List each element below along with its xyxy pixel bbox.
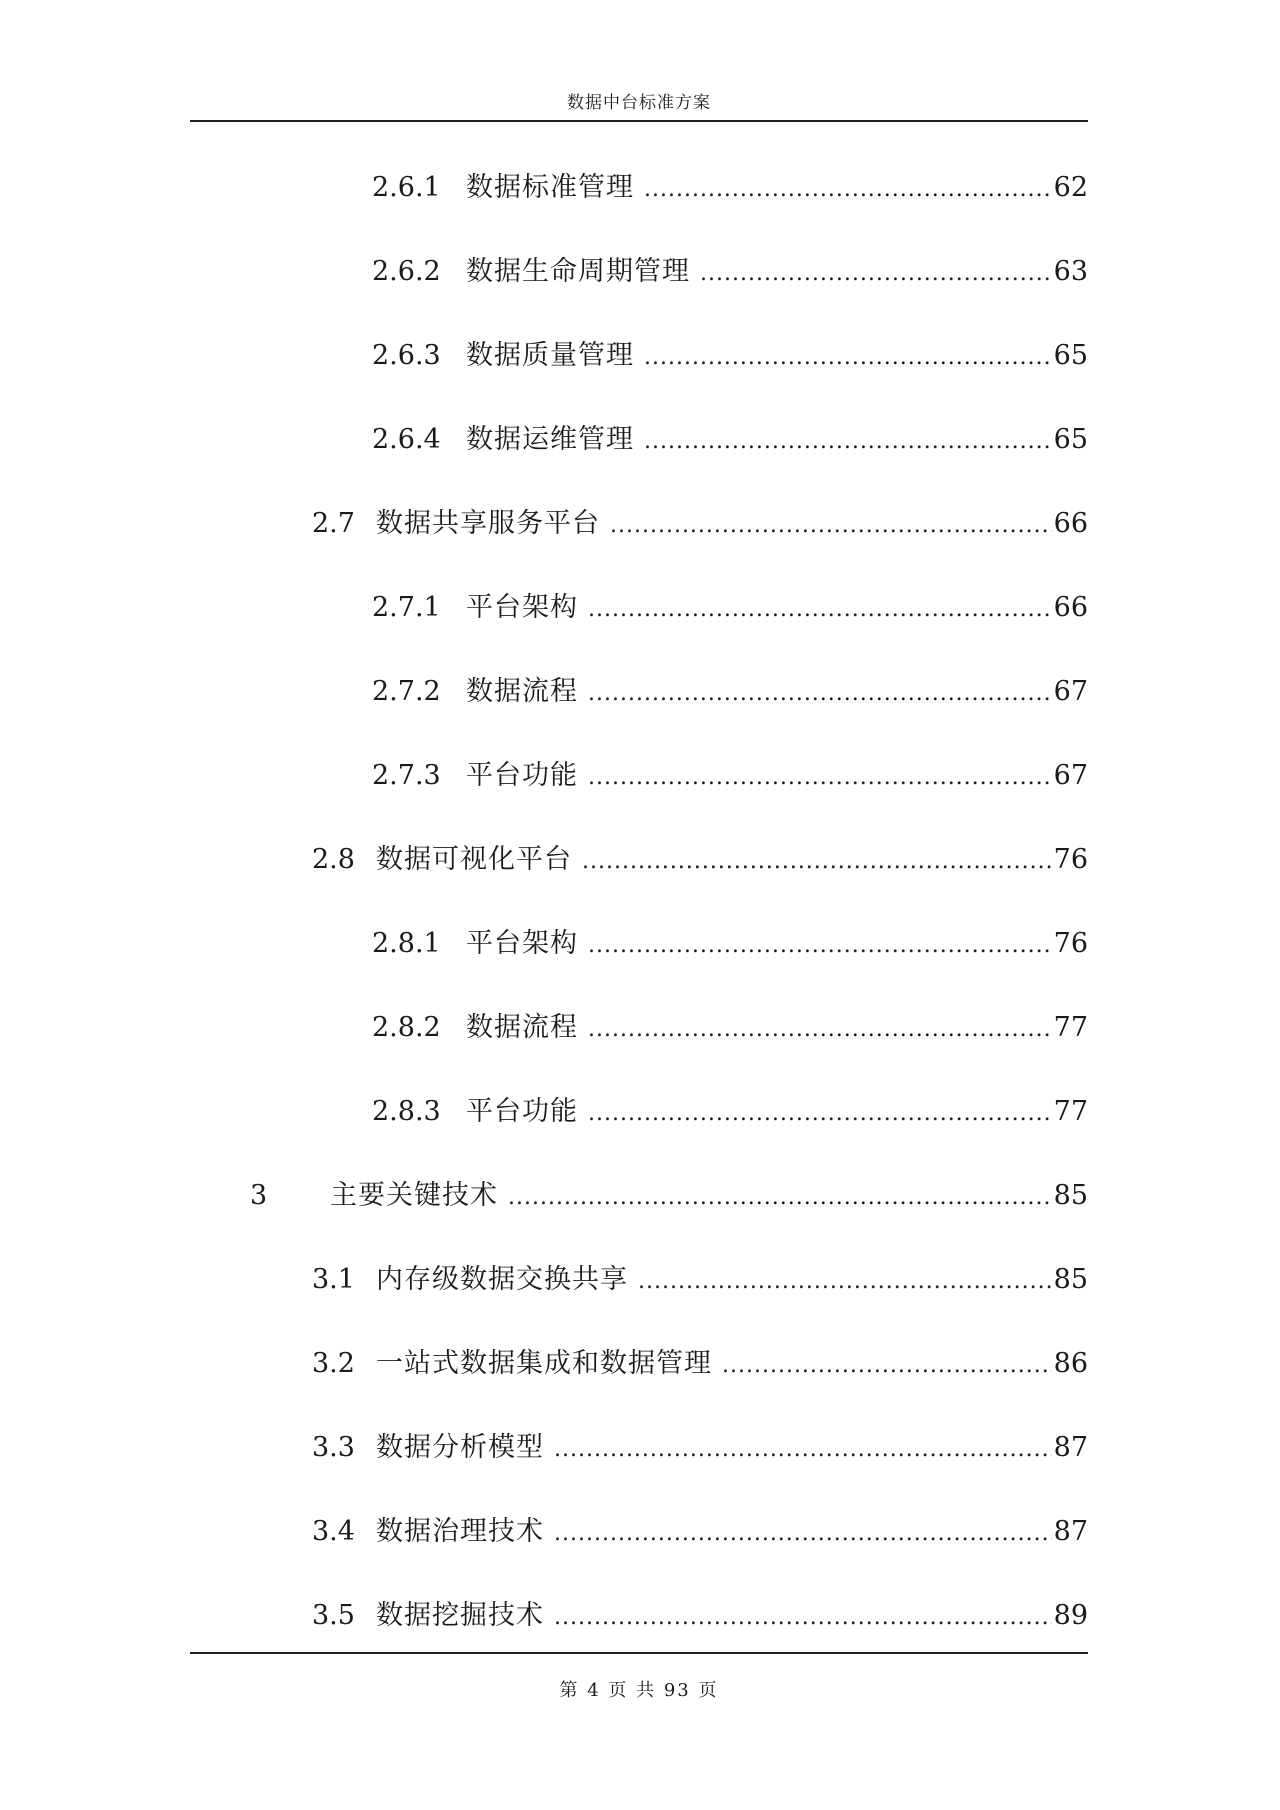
toc-dot-leader bbox=[588, 674, 1052, 714]
toc-entry-title: 内存级数据交换共享 bbox=[376, 1264, 628, 1295]
toc-entry-number: 2.8 bbox=[312, 844, 355, 875]
toc-dot-leader bbox=[554, 1598, 1052, 1638]
toc-entry-number: 3.1 bbox=[312, 1264, 355, 1295]
toc-entry-title: 数据运维管理 bbox=[466, 424, 634, 455]
toc-entry-page: 76 bbox=[1053, 844, 1088, 875]
toc-entry[interactable] bbox=[312, 504, 1088, 544]
toc-entry-title: 主要关键技术 bbox=[330, 1180, 498, 1211]
toc-entry-title: 数据挖掘技术 bbox=[376, 1600, 544, 1631]
toc-entry[interactable] bbox=[372, 168, 1088, 208]
toc-entry-title: 数据可视化平台 bbox=[376, 844, 572, 875]
toc-entry-page: 67 bbox=[1053, 676, 1088, 707]
document-title: 数据中台标准方案 bbox=[567, 93, 711, 113]
toc-entry[interactable] bbox=[372, 1008, 1088, 1048]
toc-entry-number: 2.8.1 bbox=[372, 928, 441, 959]
toc-dot-leader bbox=[644, 338, 1052, 378]
toc-dot-leader bbox=[588, 1094, 1052, 1134]
toc-dot-leader bbox=[588, 758, 1052, 798]
toc-dot-leader bbox=[588, 590, 1052, 630]
toc-entry-title: 数据流程 bbox=[466, 1012, 578, 1043]
toc-dot-leader bbox=[644, 170, 1052, 210]
toc-entry-number: 2.7.3 bbox=[372, 760, 441, 791]
toc-entry-title: 数据治理技术 bbox=[376, 1516, 544, 1547]
toc-dot-leader bbox=[638, 1262, 1052, 1302]
toc-entry-title: 数据标准管理 bbox=[466, 172, 634, 203]
toc-dot-leader bbox=[554, 1514, 1052, 1554]
toc-entry-page: 66 bbox=[1053, 592, 1088, 623]
toc-entry[interactable] bbox=[372, 672, 1088, 712]
toc-entry-number: 2.7.2 bbox=[372, 676, 441, 707]
toc-entry[interactable] bbox=[372, 924, 1088, 964]
toc-dot-leader bbox=[588, 1010, 1052, 1050]
toc-entry[interactable] bbox=[250, 1176, 1088, 1216]
toc-dot-leader bbox=[582, 842, 1052, 882]
toc-entry-number: 3 bbox=[250, 1180, 268, 1211]
toc-entry-page: 85 bbox=[1053, 1180, 1088, 1211]
toc-entry-title: 数据流程 bbox=[466, 676, 578, 707]
toc-entry-page: 67 bbox=[1053, 760, 1088, 791]
toc-entry-title: 数据质量管理 bbox=[466, 340, 634, 371]
toc-entry-number: 2.6.1 bbox=[372, 172, 441, 203]
toc-entry-number: 2.7.1 bbox=[372, 592, 441, 623]
toc-entry[interactable] bbox=[312, 1596, 1088, 1636]
toc-entry-title: 平台功能 bbox=[466, 760, 578, 791]
toc-entry-page: 87 bbox=[1053, 1432, 1088, 1463]
toc-entry-number: 2.6.4 bbox=[372, 424, 441, 455]
toc-entry-page: 85 bbox=[1053, 1264, 1088, 1295]
page-footer bbox=[190, 1652, 1088, 1702]
toc-entry-number: 2.6.2 bbox=[372, 256, 441, 287]
toc-entry[interactable] bbox=[312, 1260, 1088, 1300]
toc-entry-number: 3.2 bbox=[312, 1348, 355, 1379]
toc-entry-page: 76 bbox=[1053, 928, 1088, 959]
toc-entry[interactable] bbox=[372, 252, 1088, 292]
page-number: 第 4 页 共 93 页 bbox=[559, 1680, 719, 1701]
toc-entry-number: 3.3 bbox=[312, 1432, 355, 1463]
toc-entry-title: 平台架构 bbox=[466, 592, 578, 623]
toc-entry-page: 66 bbox=[1053, 508, 1088, 539]
toc-entry[interactable] bbox=[312, 1428, 1088, 1468]
toc-entry-title: 数据分析模型 bbox=[376, 1432, 544, 1463]
toc-entry-number: 2.7 bbox=[312, 508, 355, 539]
toc-entry[interactable] bbox=[372, 588, 1088, 628]
toc-entry-title: 一站式数据集成和数据管理 bbox=[376, 1348, 712, 1379]
toc-entry[interactable] bbox=[312, 840, 1088, 880]
toc-entry[interactable] bbox=[312, 1344, 1088, 1384]
toc-dot-leader bbox=[722, 1346, 1052, 1386]
toc-entry[interactable] bbox=[372, 1092, 1088, 1132]
toc-entry-title: 平台功能 bbox=[466, 1096, 578, 1127]
toc-entry-page: 63 bbox=[1053, 256, 1088, 287]
toc-entry-page: 77 bbox=[1053, 1096, 1088, 1127]
toc-entry[interactable] bbox=[372, 756, 1088, 796]
toc-dot-leader bbox=[610, 506, 1052, 546]
toc-dot-leader bbox=[700, 254, 1052, 294]
toc-entry-number: 2.6.3 bbox=[372, 340, 441, 371]
toc-entry-page: 65 bbox=[1053, 340, 1088, 371]
toc-entry-number: 2.8.3 bbox=[372, 1096, 441, 1127]
toc-dot-leader bbox=[508, 1178, 1052, 1218]
toc-dot-leader bbox=[644, 422, 1052, 462]
toc-entry-title: 数据共享服务平台 bbox=[376, 508, 600, 539]
toc-entry[interactable] bbox=[312, 1512, 1088, 1552]
toc-dot-leader bbox=[554, 1430, 1052, 1470]
toc-dot-leader bbox=[588, 926, 1052, 966]
toc-entry-number: 3.4 bbox=[312, 1516, 355, 1547]
toc-entry-page: 77 bbox=[1053, 1012, 1088, 1043]
toc-entry[interactable] bbox=[372, 420, 1088, 460]
toc-entry-title: 数据生命周期管理 bbox=[466, 256, 690, 287]
toc-entry-page: 87 bbox=[1053, 1516, 1088, 1547]
toc-entry-page: 89 bbox=[1053, 1600, 1088, 1631]
toc-entry-number: 2.8.2 bbox=[372, 1012, 441, 1043]
toc-entry-page: 65 bbox=[1053, 424, 1088, 455]
toc-entry-page: 86 bbox=[1053, 1348, 1088, 1379]
toc-entry-number: 3.5 bbox=[312, 1600, 355, 1631]
toc-entry-page: 62 bbox=[1053, 172, 1088, 203]
toc-entry[interactable] bbox=[372, 336, 1088, 376]
toc-entry-title: 平台架构 bbox=[466, 928, 578, 959]
